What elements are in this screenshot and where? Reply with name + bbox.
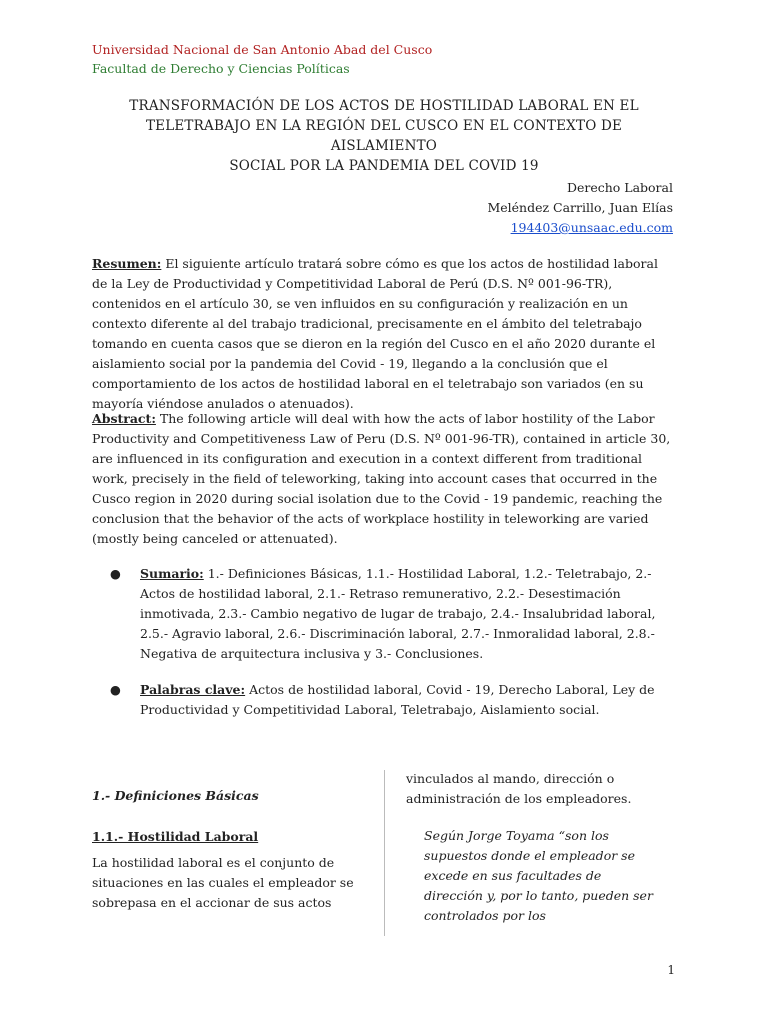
keywords-text: Actos de hostilidad laboral, Covid - 19, Derecho Laboral, Ley de Productividad y Competitividad Laboral, Teletrabajo, Aislamiento social. (140, 682, 655, 717)
keywords-list-item (112, 680, 678, 720)
resumen-paragraph (92, 254, 676, 414)
quote-text: Según Jorge Toyama “son los supuestos donde el empleador se excede en sus facultades de dirección y, por lo tanto, pueden ser controlados por los (424, 828, 653, 923)
abstract-text: The following article will deal with how the acts of labor hostility of the Labor Productivity and Competitiveness Law of Peru (D.S. Nº 001-96-TR), contained in article 30, are influenced in its configuration and execution in a context different from traditional work, precisely in the field of teleworking, taking into account cases that occurred in the Cusco region in 2020 during social isolation due to the Covid - 19 pandemic, reaching the conclusion that the behavior of the acts of workplace hostility in teleworking are varied (mostly being canceled or attenuated). (92, 411, 671, 546)
column-divider (384, 770, 385, 936)
title-line-1: TRANSFORMACIÓN DE LOS ACTOS DE HOSTILIDAD LABORAL EN EL (129, 98, 639, 114)
author-block (487, 178, 673, 238)
subsection-heading-text: 1.1.- Hostilidad Laboral (92, 829, 259, 844)
author-email-link[interactable]: 194403@unsaac.edu.com (510, 220, 673, 235)
paper-title (100, 96, 668, 176)
right-column-text: vinculados al mando, dirección o administración de los empleadores. (406, 771, 632, 806)
author-name: Meléndez Carrillo, Juan Elías (487, 200, 673, 215)
section-heading (92, 786, 362, 806)
resumen-text: El siguiente artículo tratará sobre cómo es que los actos de hostilidad laboral de la Ley de Productividad y Competitividad Laboral de Perú (D.S. Nº 001-96-TR), contenidos en el artículo 30, se ven influidos en su configuración y realización en un contexto diferente al del trabajo tradicional, precisamente en el ámbito del teletrabajo tomando en cuenta casos que se dieron en la región del Cusco en el año 2020 durante el aislamiento social por la pandemia del Covid - 19, llegando a la conclusión que el comportamiento de los actos de hostilidad laboral en el teletrabajo son variados (en su mayoría viéndose anulados o atenuados). (92, 256, 658, 411)
abstract-label: Abstract: (92, 411, 156, 426)
sumario-text: 1.- Definiciones Básicas, 1.1.- Hostilidad Laboral, 1.2.- Teletrabajo, 2.- Actos de hostilidad laboral, 2.1.- Retraso remunerativo, 2.2.- Desestimación inmotivada, 2.3.- Cambio negativo de lugar de trabajo, 2.4.- Insalubridad laboral, 2.5.- Agravio laboral, 2.6.- Discriminación laboral, 2.7.- Inmoralidad laboral, 2.8.- Negativa de arquitectura inclusiva y 3.- Conclusiones. (140, 566, 656, 661)
left-column-text: La hostilidad laboral es el conjunto de situaciones en las cuales el empleador se sobrepasa en el accionar de sus actos (92, 855, 354, 910)
abstract-paragraph (92, 409, 676, 549)
sumario-list-item (112, 564, 678, 664)
university-name: Universidad Nacional de San Antonio Abad del Cusco (92, 42, 433, 57)
resumen-label: Resumen: (92, 256, 162, 271)
subject-area: Derecho Laboral (566, 180, 673, 195)
section-heading-text: 1.- Definiciones Básicas (92, 788, 259, 803)
title-line-3: SOCIAL POR LA PANDEMIA DEL COVID 19 (229, 158, 539, 174)
bullet-icon: ● (110, 682, 121, 697)
keywords-label: Palabras clave: (140, 682, 246, 697)
bullet-icon: ● (110, 566, 121, 581)
subsection-heading (92, 827, 362, 847)
page-number: 1 (667, 963, 675, 977)
faculty-name: Facultad de Derecho y Ciencias Políticas (92, 61, 350, 76)
sumario-label: Sumario: (140, 566, 204, 581)
title-line-2: TELETRABAJO EN LA REGIÓN DEL CUSCO EN EL CONTEXTO DE AISLAMIENTO (145, 118, 623, 154)
